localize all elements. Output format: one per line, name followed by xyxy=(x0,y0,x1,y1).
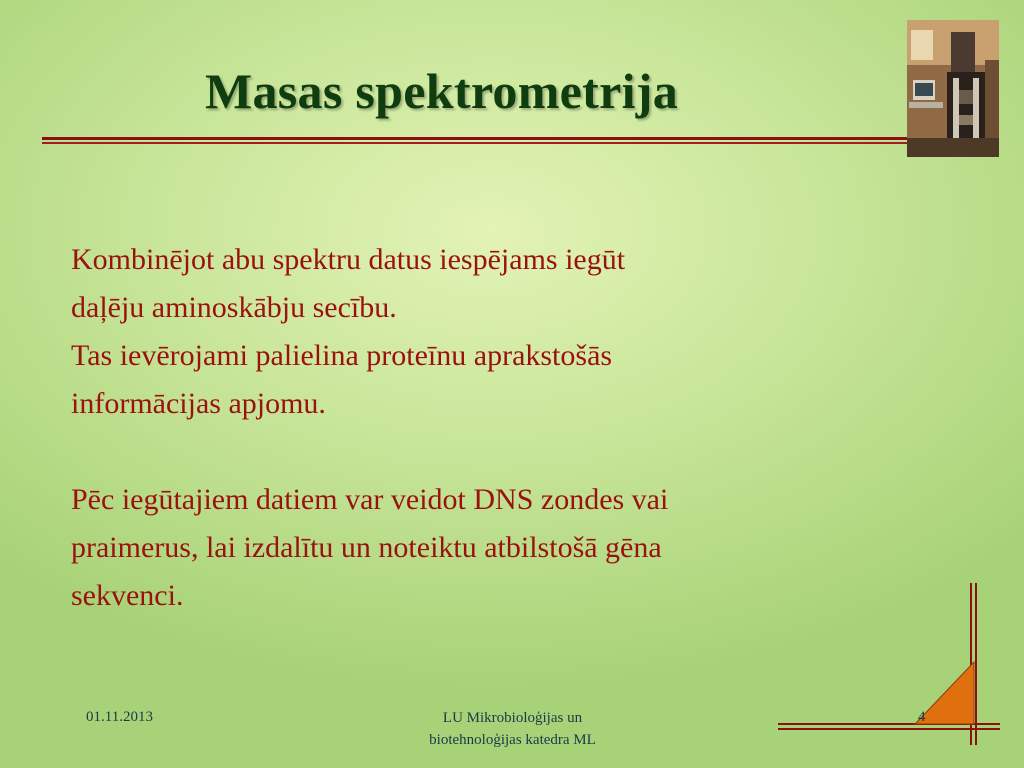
body-line: informācijas apjomu. xyxy=(71,387,326,420)
footer-page-number: 4 xyxy=(918,709,926,725)
footer-date: 01.11.2013 xyxy=(86,709,153,725)
body-line: Tas ievērojami palielina proteīnu aprakstošās xyxy=(71,339,613,372)
body-line: Pēc iegūtajiem datiem var veidot DNS zondes vai xyxy=(71,483,669,516)
footer-org-line2: biotehnoloģijas katedra ML xyxy=(429,732,596,748)
body-line: sekvenci. xyxy=(71,579,184,612)
footer-org-line1: LU Mikrobioloģijas un xyxy=(442,710,583,726)
footer-organization xyxy=(380,707,645,751)
body-line: daļēju aminoskābju secību. xyxy=(71,291,397,324)
body-line: praimerus, lai izdalītu un noteiktu atbilstošā gēna xyxy=(71,531,662,564)
slide-title: Masas spektrometrija xyxy=(205,63,679,119)
body-line: Kombinējot abu spektru datus iespējams iegūt xyxy=(71,243,626,276)
